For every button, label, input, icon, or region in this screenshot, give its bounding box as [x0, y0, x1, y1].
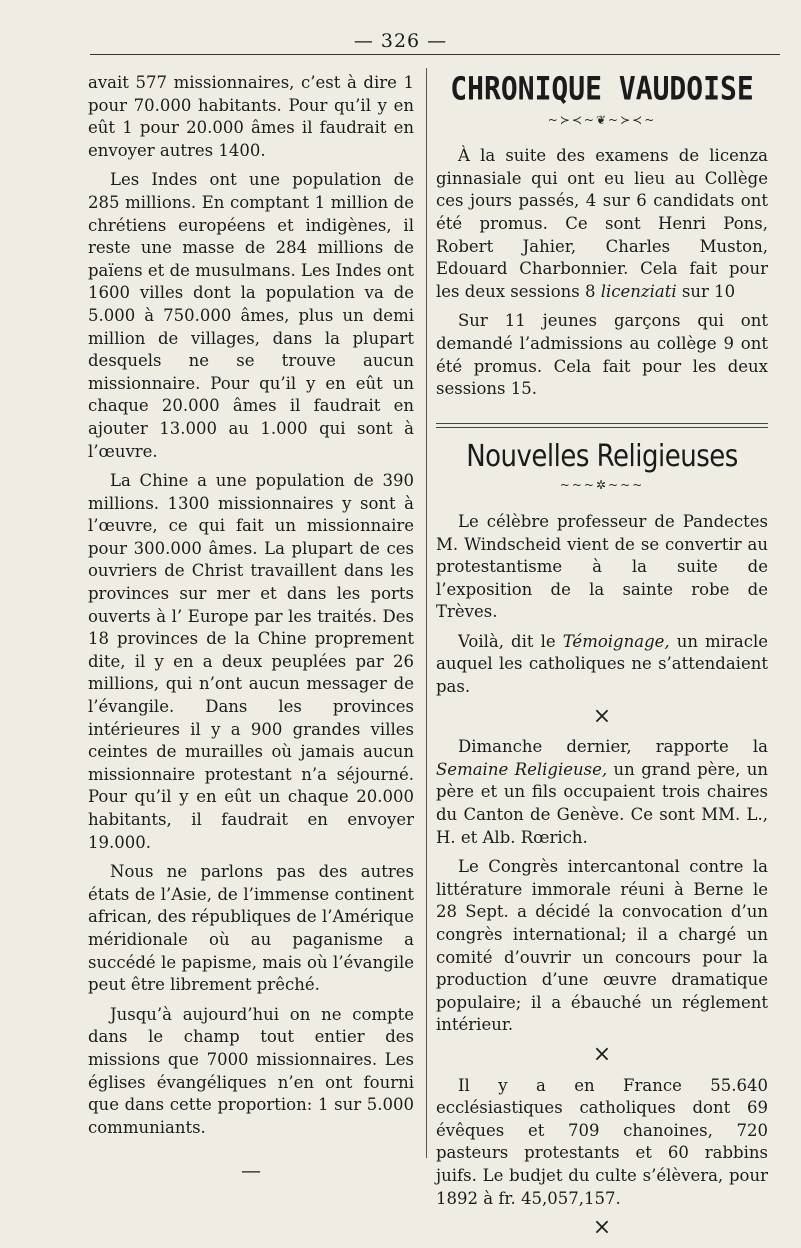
semaine-b: un grand père, un père et un fils occupaient trois chaires du Canton de Genève. Ce sont MM. L., H. et Alb. Rœrich. [436, 759, 768, 847]
paragraph-france: Il y a en France 55.640 ecclésiastiques catholiques dont 69 évêques et 709 chanoines, 720 pasteurs protestants et 60 rabbins juifs. Le budjet du culte s’élèvera, pour 1892 à fr. 45,057,157. [436, 1075, 768, 1208]
paragraph-chine: La Chine a une population de 390 millions. 1300 missionnaires y sont à l’œuvre, ce qui fait un missionnaire pour 300.000 âmes. La plupart de ces ouvriers de Christ travaillent dans les provinces sur mer et dans les ports ouverts à l’ Europe par les traités. Des 18 provinces de la Chine proprement dite, il y en a deux peuplées par 26 millions, qui n’ont aucun messager de l’évangile. Dans les provinces intérieures il y a 900 grandes villes ceintes de murailles où jamais aucun missionnaire protestant n’a séjourné. Pour qu’il y en eût un chaque 20.000 habitants, il faudrait en envoyer 19.000. [88, 471, 414, 852]
ornament-divider-2: ~~~✲~~~ [559, 478, 645, 493]
paragraph-garcons: Sur 11 jeunes garçons qui ont demandé l’admissions au collège 9 ont été promus. Cela fait pour les deux sessions 15. [436, 311, 768, 399]
cross-separator-3: × [592, 1215, 612, 1241]
temoignage-b: un miracle auquel les catholiques ne s’attendaient pas. [436, 631, 768, 697]
paragraph-licenza [436, 145, 768, 303]
end-mark: — [241, 1158, 261, 1183]
cross-separator-2: × [592, 1041, 612, 1067]
page-number: — 326 — [353, 30, 448, 52]
paragraph-total: Jusqu’à aujourd’hui on ne compte dans le champ tout entier des missions que 7000 missionnaires. Les églises évangéliques n’en ont fourni que dans cette proportion: 1 sur 5.000 communiants. [88, 1004, 414, 1137]
licenza-text: À la suite des examens de licenza ginnasiale qui ont eu lieu au Collège ces jours passés, 4 sur 6 candidats ont été promus. Ce sont Henri Pons, Robert Jahier, Charles Muston, Edouard Charbonnier. Cela fait pour les deux sessions 8 [436, 146, 768, 301]
paragraph-temoignage [436, 631, 768, 699]
cross-separator-1: × [592, 703, 612, 729]
paragraph-semaine [436, 736, 768, 849]
ornament-divider-1: ~≻≺~❦~≻≺~ [547, 112, 657, 127]
right-column [436, 69, 768, 1248]
double-rule [436, 423, 768, 428]
temoignage-italic: Témoignage, [562, 631, 670, 651]
temoignage-a: Voilà, dit le [458, 631, 556, 651]
paragraph-asie: Nous ne parlons pas des autres états de l’Asie, de l’immense continent african, des républiques de l’Amérique méridionale où au paganisme a succédé le papisme, mais où l’évangile peut être librement prêché. [88, 862, 414, 995]
semaine-italic: Semaine Religieuse, [436, 759, 608, 779]
paragraph-missionaries: avait 577 missionnaires, c’est à dire 1 pour 70.000 habitants. Pour qu’il y en eût 1 pour 20.000 âmes il faudrait en envoyer autres 1400. [88, 73, 414, 160]
header-rule [90, 54, 780, 55]
paragraph-indes: Les Indes ont une population de 285 millions. En comptant 1 million de chrétiens européens et indigènes, il reste une masse de 284 millions de païens et de musulmans. Les Indes ont 1600 villes dont la population va de 5.000 à 750.000 âmes, plus un demi million de villages, dans la plupart desquels ne se trouve aucun missionnaire. Pour qu’il y en eût un chaque 20.000 âmes il faudrait en ajouter 13.000 au 1.000 qui sont à l’œuvre. [88, 170, 414, 461]
column-divider [426, 68, 427, 1158]
paragraph-windscheid: Le célèbre professeur de Pandectes M. Windscheid vient de se convertir au protestantisme à la suite de l’exposition de la sainte robe de Trèves. [436, 511, 768, 622]
section-title-chronique: CHRONIQUE VAUDOISE [450, 69, 754, 108]
licenza-italic: licenziati [600, 281, 677, 301]
semaine-a: Dimanche dernier, rapporte la [458, 737, 768, 757]
paragraph-congres: Le Congrès intercantonal contre la littérature immorale réuni à Berne le 28 Sept. a décidé la convocation d’un congrès international; il a chargé un comité d’ouvrir un concours pour la production d’une œuvre dramatique populaire; il a ébauché un réglement intérieur. [436, 857, 768, 1035]
left-column [88, 72, 414, 1182]
licenza-end: sur 10 [681, 281, 736, 301]
section-title-nouvelles: Nouvelles Religieuses [466, 439, 738, 474]
